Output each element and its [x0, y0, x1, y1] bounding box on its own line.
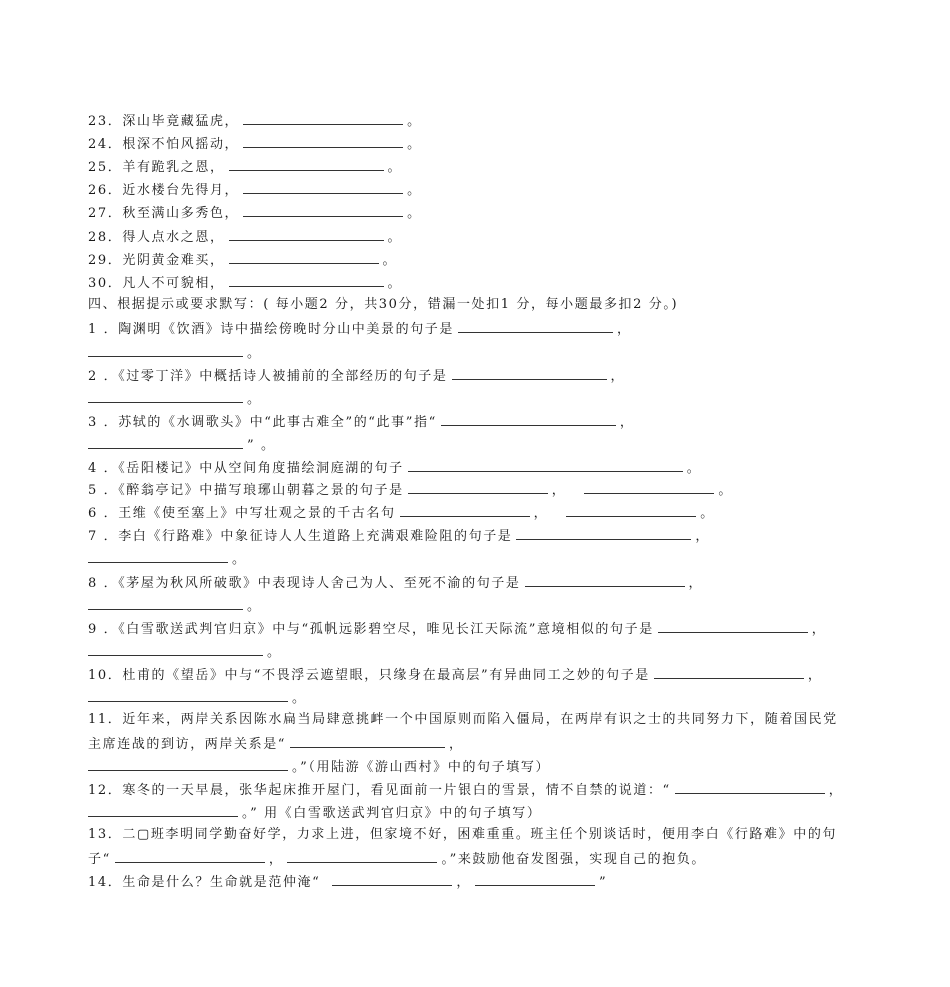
question-3-line2: [88, 435, 888, 454]
answer-blank[interactable]: [229, 273, 384, 287]
question-end: ”: [599, 875, 608, 890]
answer-blank[interactable]: [584, 480, 714, 494]
question-end: 。: [247, 599, 262, 614]
question-text: 子“: [88, 852, 111, 867]
separator: ，: [268, 852, 284, 867]
answer-blank[interactable]: [452, 366, 607, 380]
answer-blank[interactable]: [229, 250, 379, 264]
question-2-line2: [88, 389, 888, 408]
question-text: 10．杜甫的《望岳》中与“不畏浮云遮望眼，只缘身在最高层”有异曲同工之妙的句子是: [88, 668, 650, 683]
question-text: 7 ．李白《行路难》中象征诗人人生道路上充满艰难险阻的句子是: [88, 529, 513, 544]
item-text: 羊有跪乳之恩，: [122, 160, 225, 175]
answer-blank[interactable]: [408, 458, 683, 472]
item-end: 。: [382, 253, 398, 268]
answer-blank[interactable]: [88, 435, 243, 449]
item-text: 近水楼台先得月，: [122, 183, 240, 198]
answer-blank[interactable]: [290, 734, 445, 748]
question-1: [88, 319, 888, 338]
separator: ，: [551, 483, 567, 498]
answer-blank[interactable]: [88, 596, 243, 610]
item-end: 。: [407, 137, 422, 152]
section-4-heading: 四、根据提示或要求默写：( 每小题2 分，共30分，错漏一处扣1 分，每小题最多扣2 分。): [88, 297, 679, 312]
item-text: 根深不怕风摇动，: [122, 137, 240, 152]
question-14: [88, 872, 888, 891]
question-text: 14．生命是什么？生命就是范仲淹“: [88, 875, 321, 890]
item-text: 深山毕竟藏猛虎，: [122, 114, 240, 129]
item-number: 30．: [88, 276, 123, 291]
answer-blank[interactable]: [88, 343, 243, 357]
question-11-line3: [88, 757, 888, 776]
item-28: [88, 227, 888, 246]
answer-blank[interactable]: [229, 157, 384, 171]
question-8-line2: [88, 596, 888, 615]
question-12: [88, 780, 888, 799]
separator: ，: [619, 415, 635, 430]
separator: ，: [456, 875, 471, 890]
item-end: 。: [407, 206, 422, 221]
question-8: [88, 573, 888, 592]
item-26: [88, 180, 888, 199]
question-13: 13．二▢班李明同学勤奋好学，力求上进，但家境不好，困难重重。班主任个别谈话时，便用李白《行路难》中的句: [88, 827, 838, 842]
item-end: 。: [387, 160, 403, 175]
separator: ，: [828, 783, 844, 798]
question-text: 主席连战的到访，两岸关系是“: [88, 737, 287, 752]
question-end: 。”（用陆游《游山西村》中的句子填写）: [292, 760, 551, 775]
question-text: 3 ．苏轼的《水调歌头》中“此事古难全”的“此事”指“: [88, 415, 437, 430]
answer-blank[interactable]: [658, 619, 808, 633]
separator: ，: [449, 737, 464, 752]
question-text: 8 ．《茅屋为秋风所破歌》中表现诗人舍己为人、至死不渝的句子是: [88, 576, 521, 591]
separator: ，: [688, 576, 704, 591]
answer-blank[interactable]: [88, 389, 243, 403]
answer-blank[interactable]: [88, 757, 288, 771]
item-number: 26．: [88, 183, 123, 198]
question-2: [88, 366, 888, 385]
question-end: 。: [232, 552, 247, 567]
question-end: 。: [686, 461, 702, 476]
question-text: 1 ．陶渊明《饮酒》诗中描绘傍晚时分山中美景的句子是: [88, 322, 455, 337]
answer-blank[interactable]: [88, 642, 263, 656]
item-end: 。: [407, 183, 422, 198]
separator: ，: [610, 369, 626, 384]
item-end: 。: [387, 230, 403, 245]
answer-blank[interactable]: [115, 849, 265, 863]
question-13-line2: [88, 849, 888, 868]
question-end: ” 。: [247, 438, 276, 453]
answer-blank[interactable]: [654, 665, 804, 679]
item-27: [88, 203, 888, 222]
question-6: [88, 503, 888, 522]
question-9-line2: [88, 642, 888, 661]
answer-blank[interactable]: [243, 203, 403, 217]
item-number: 28．: [88, 230, 123, 245]
item-text: 光阴黄金难买，: [122, 253, 225, 268]
question-text: 5 ．《醉翁亭记》中描写琅琊山朝暮之景的句子是: [88, 483, 404, 498]
item-text: 得人点水之恩，: [122, 230, 225, 245]
question-10: [88, 665, 888, 684]
item-number: 24．: [88, 137, 123, 152]
answer-blank[interactable]: [243, 180, 403, 194]
question-text: 4 ．《岳阳楼记》中从空间角度描绘洞庭湖的句子: [88, 461, 404, 476]
item-end: 。: [407, 114, 422, 129]
answer-blank[interactable]: [229, 227, 384, 241]
answer-blank[interactable]: [88, 688, 288, 702]
answer-blank[interactable]: [88, 549, 228, 563]
item-30: [88, 273, 888, 292]
question-3: [88, 412, 888, 431]
answer-blank[interactable]: [243, 134, 403, 148]
question-11: 11．近年来，两岸关系因陈水扁当局肆意挑衅一个中国原则而陷入僵局，在两岸有识之士的共同努力下，随着国民党: [88, 712, 838, 727]
item-number: 29．: [88, 253, 123, 268]
item-number: 25．: [88, 160, 123, 175]
question-end: 。: [247, 392, 262, 407]
question-4: [88, 458, 888, 477]
question-end: 。: [292, 691, 307, 706]
question-10-line2: [88, 688, 888, 707]
question-end: 。: [718, 483, 733, 498]
question-text: 12．寒冬的一天早晨，张华起床推开屋门，看见面前一片银白的雪景，情不自禁的说道：“: [88, 783, 671, 798]
answer-blank[interactable]: [458, 319, 613, 333]
answer-blank[interactable]: [516, 526, 691, 540]
separator: ，: [695, 529, 711, 544]
question-11-line2: [88, 734, 888, 753]
answer-blank[interactable]: [400, 503, 530, 517]
item-number: 23．: [88, 114, 123, 129]
answer-blank[interactable]: [675, 780, 825, 794]
question-text: 9 ．《白雪歌送武判官归京》中与“孤帆远影碧空尽，唯见长江天际流”意境相似的句子是: [88, 622, 654, 637]
separator: ，: [811, 622, 827, 637]
answer-blank[interactable]: [332, 872, 452, 886]
question-5: [88, 480, 888, 499]
item-25: [88, 157, 888, 176]
answer-blank[interactable]: [88, 803, 238, 817]
item-29: [88, 250, 888, 269]
separator: ，: [617, 322, 632, 337]
answer-blank[interactable]: [243, 111, 403, 125]
answer-blank[interactable]: [525, 573, 685, 587]
question-7-line2: [88, 549, 888, 568]
question-1-line2: [88, 343, 888, 362]
item-text: 秋至满山多秀色，: [122, 206, 240, 221]
answer-blank[interactable]: [566, 503, 696, 517]
question-12-line2: [88, 803, 888, 822]
item-24: [88, 134, 888, 153]
separator: ，: [533, 506, 549, 521]
answer-blank[interactable]: [408, 480, 548, 494]
answer-blank[interactable]: [287, 849, 437, 863]
answer-blank[interactable]: [441, 412, 616, 426]
item-end: 。: [387, 276, 403, 291]
question-end: 。: [700, 506, 715, 521]
question-end: 。” 用《白雪歌送武判官归京》中的句子填写）: [242, 806, 542, 821]
item-text: 凡人不可貌相，: [122, 276, 225, 291]
answer-blank[interactable]: [475, 872, 595, 886]
question-text: 6 ．王维《使至塞上》中写壮观之景的千古名句: [88, 506, 396, 521]
question-7: [88, 526, 888, 545]
separator: ，: [807, 668, 823, 683]
question-end: 。: [247, 346, 262, 361]
question-text: 2 ．《过零丁洋》中概括诗人被捕前的全部经历的句子是: [88, 369, 448, 384]
question-end: 。”来鼓励他奋发图强，实现自己的抱负。: [441, 852, 707, 867]
question-9: [88, 619, 888, 638]
question-end: 。: [267, 645, 282, 660]
item-23: [88, 111, 888, 130]
item-number: 27．: [88, 206, 123, 221]
